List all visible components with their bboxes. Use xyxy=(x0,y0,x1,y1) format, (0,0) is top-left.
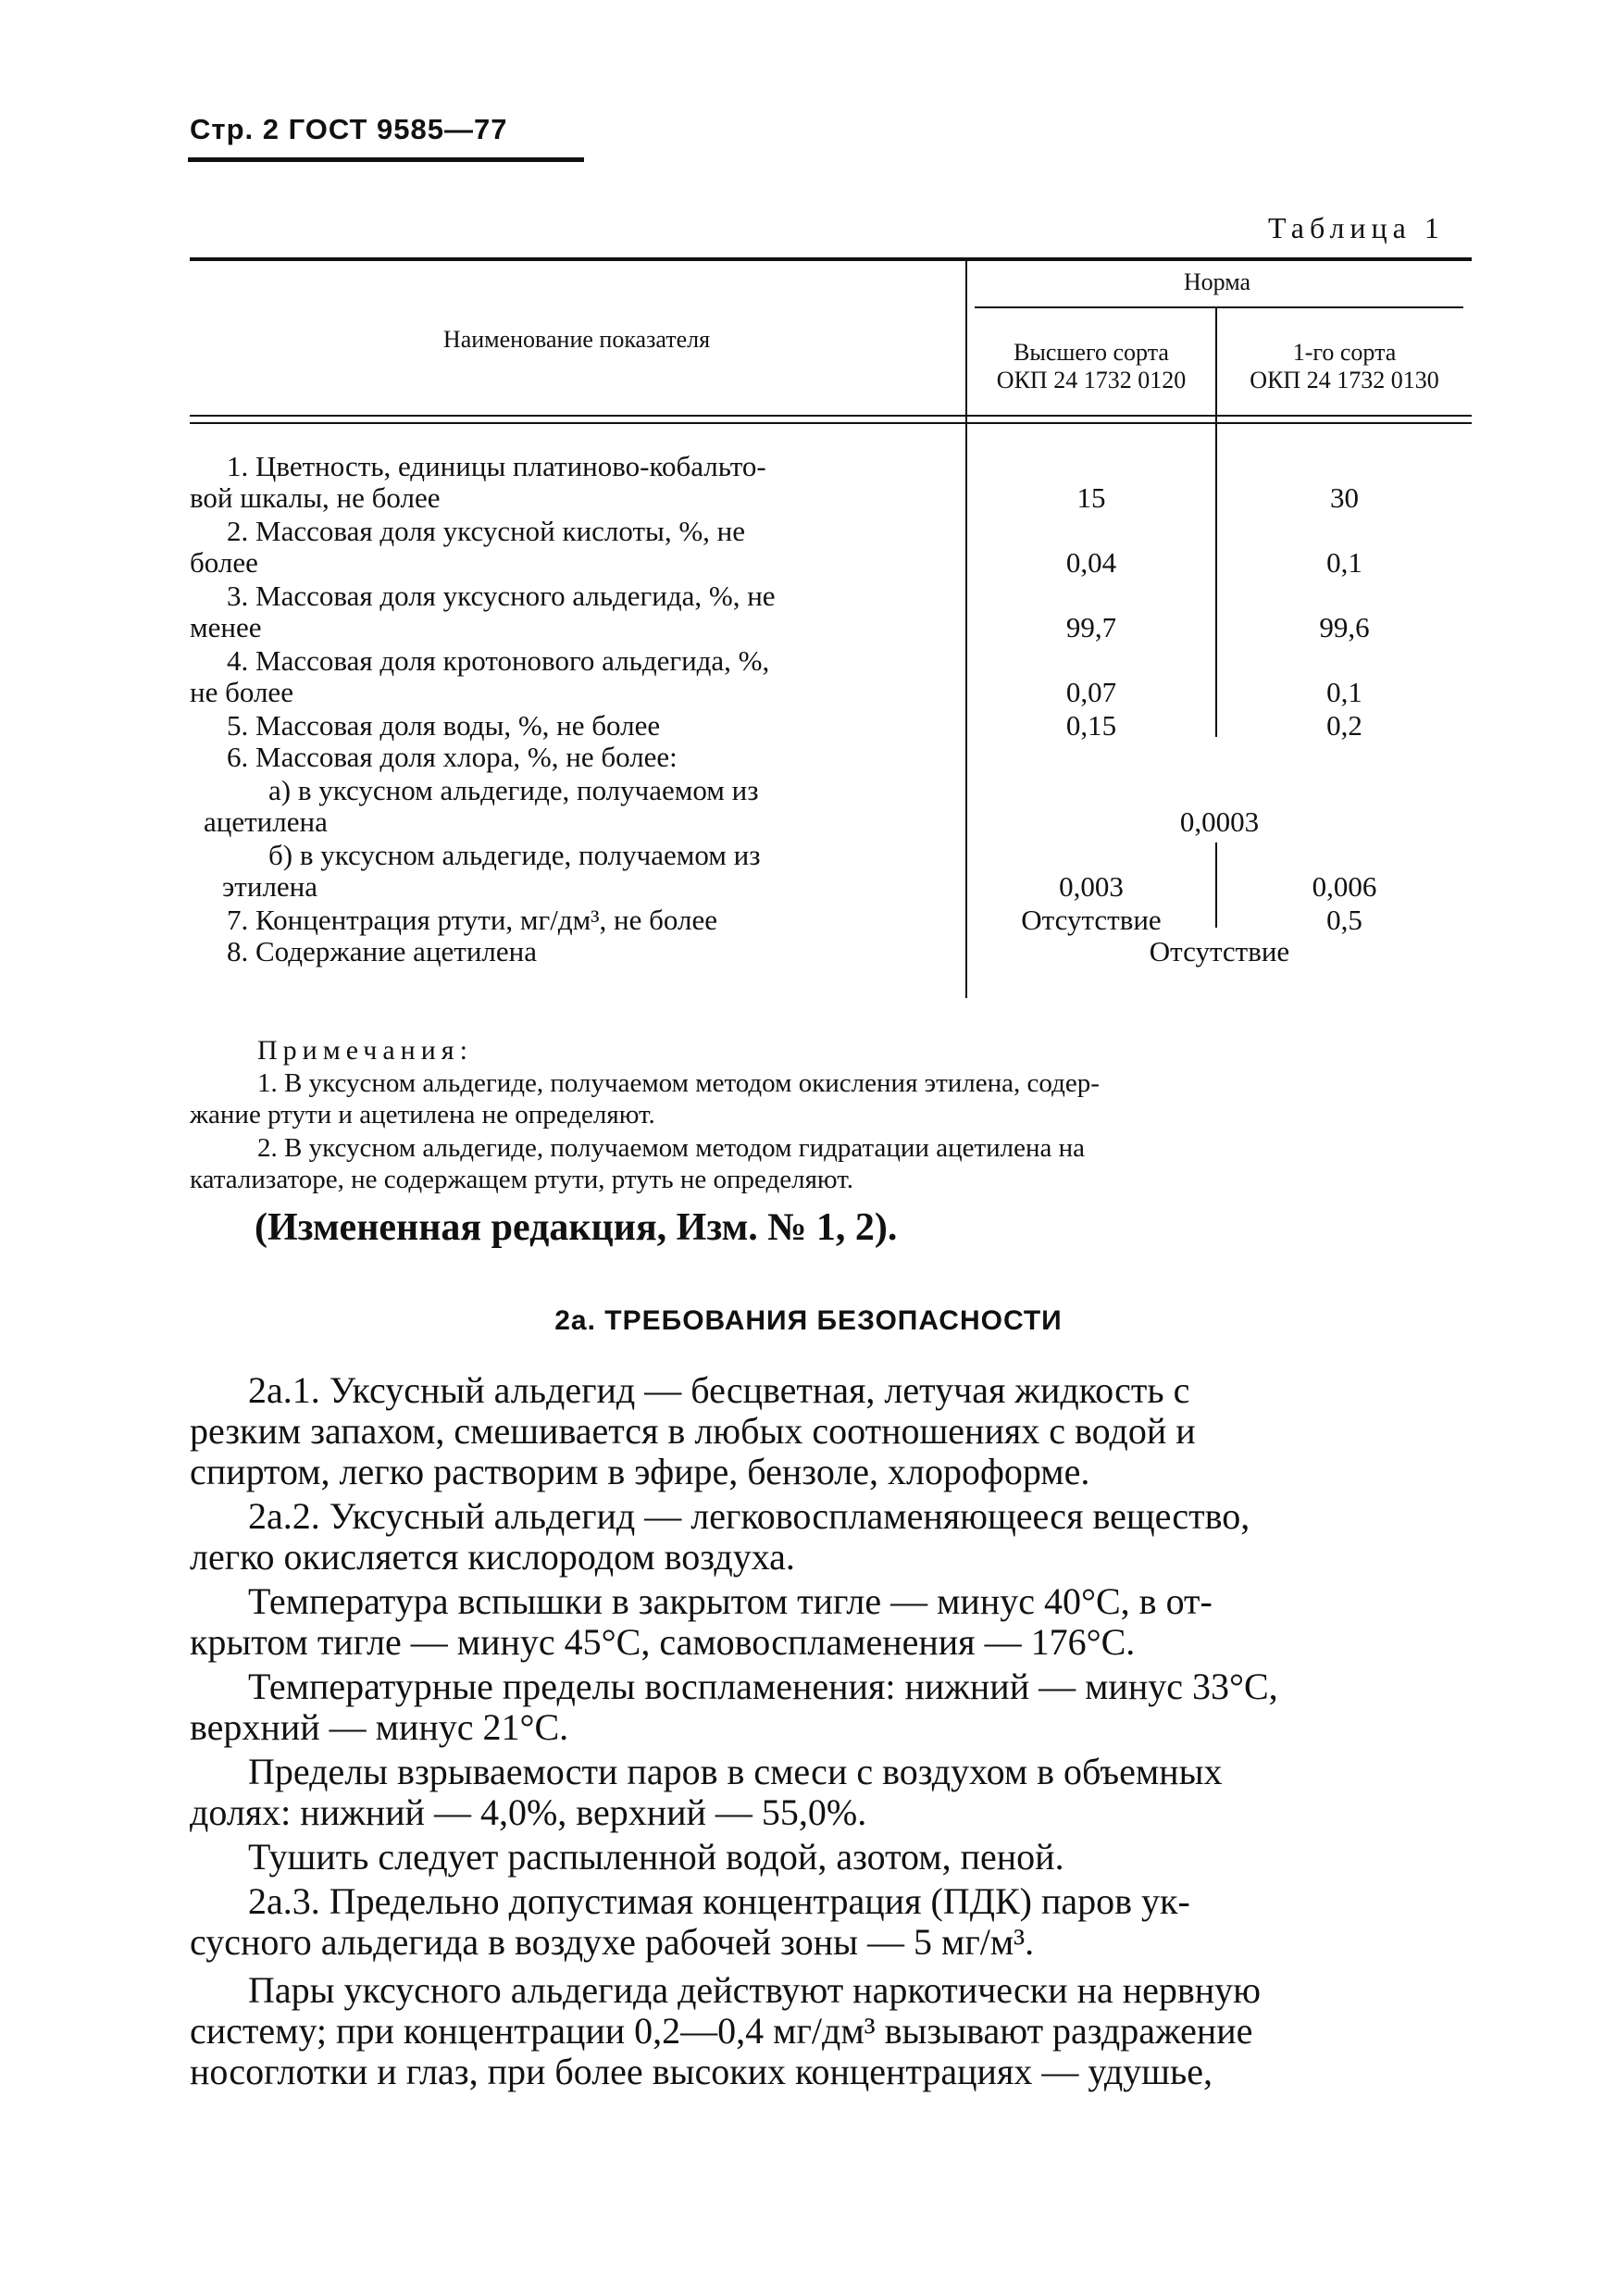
row-6b-line-1: б) в уксусном альдегиде, получаемом из xyxy=(268,839,761,871)
value-r8-combined: Отсутствие xyxy=(1149,935,1290,967)
value-r2-grade2: 0,1 xyxy=(1326,546,1362,579)
value-r4-grade2: 0,1 xyxy=(1326,676,1362,708)
row-4-line-2: не более xyxy=(190,676,293,708)
header-norm: Норма xyxy=(1183,268,1251,295)
value-r6b-grade2: 0,006 xyxy=(1312,870,1377,903)
note-2-line-2: катализаторе, не содержащем ртути, ртуть не определяют. xyxy=(190,1165,853,1194)
row-4-line-1: 4. Массовая доля кротонового альдегида, %, xyxy=(227,644,770,677)
header-grade-2 xyxy=(1217,339,1472,394)
value-r7-grade2: 0,5 xyxy=(1326,904,1362,936)
row-6a-line-2: ацетилена xyxy=(204,805,328,838)
header-grade-2-code: ОКП 24 1732 0130 xyxy=(1250,367,1439,393)
section-title: 2а. ТРЕБОВАНИЯ БЕЗОПАСНОСТИ xyxy=(554,1305,1063,1336)
value-r7-grade1: Отсутствие xyxy=(1021,904,1162,936)
header-grade-1-code: ОКП 24 1732 0120 xyxy=(996,367,1187,393)
value-r1-grade2: 30 xyxy=(1330,481,1359,514)
body-line-8: Температурные пределы воспламенения: нижний — минус 33°С, xyxy=(248,1666,1278,1707)
table-top-rule xyxy=(190,257,1472,261)
body-line-10: Пределы взрываемости паров в смеси с воздухом в объемных xyxy=(248,1751,1223,1792)
value-r6b-grade1: 0,003 xyxy=(1059,870,1124,903)
row-7: 7. Концентрация ртути, мг/дм³, не более xyxy=(227,904,717,936)
value-r3-grade2: 99,6 xyxy=(1319,611,1370,643)
row-1-line-1: 1. Цветность, единицы платиново-кобальто- xyxy=(227,450,766,482)
row-2-line-2: более xyxy=(190,546,258,579)
value-r3-grade1: 99,7 xyxy=(1065,611,1117,643)
body-line-11: долях: нижний — 4,0%, верхний — 55,0%. xyxy=(190,1791,867,1833)
value-r6a-combined: 0,0003 xyxy=(1179,805,1260,838)
table-caption: Таблица 1 xyxy=(1268,211,1445,244)
table-header-rule xyxy=(190,415,1472,417)
row-6a-line-1: а) в уксусном альдегиде, получаемом из xyxy=(268,774,759,806)
notes-title: Примечания: xyxy=(257,1035,473,1066)
header-grade-1-name: Высшего сорта xyxy=(1014,339,1169,366)
value-r5-grade2: 0,2 xyxy=(1326,709,1362,742)
body-line-7: крытом тигле — минус 45°С, самовоспламенения — 176°С. xyxy=(190,1621,1136,1663)
body-line-15: Пары уксусного альдегида действуют наркотически на нервную xyxy=(248,1969,1262,2011)
body-line-4: 2а.2. Уксусный альдегид — легковоспламеняющееся вещество, xyxy=(248,1495,1250,1537)
body-line-14: сусного альдегида в воздухе рабочей зоны — 5 мг/м³. xyxy=(190,1921,1035,1963)
header-grade-2-name: 1-го сорта xyxy=(1292,339,1397,366)
table-header-rule-double xyxy=(190,422,1472,424)
body-line-13: 2а.3. Предельно допустимая концентрация (ПДК) паров ук- xyxy=(248,1880,1190,1922)
body-line-1: 2а.1. Уксусный альдегид — бесцветная, летучая жидкость с xyxy=(248,1369,1190,1411)
row-8: 8. Содержание ацетилена xyxy=(227,935,538,967)
page-header: Стр. 2 ГОСТ 9585—77 xyxy=(190,113,508,145)
body-line-6: Температура вспышки в закрытом тигле — минус 40°С, в от- xyxy=(248,1580,1213,1622)
row-2-line-1: 2. Массовая доля уксусной кислоты, %, не xyxy=(227,515,746,547)
row-6: 6. Массовая доля хлора, %, не более: xyxy=(227,741,678,773)
body-line-12: Тушить следует распыленной водой, азотом, пеной. xyxy=(248,1836,1064,1878)
body-line-3: спиртом, легко растворим в эфире, бензоле, хлороформе. xyxy=(190,1451,1090,1492)
value-r5-grade1: 0,15 xyxy=(1065,709,1117,742)
header-indicator: Наименование показателя xyxy=(442,326,711,353)
value-r2-grade1: 0,04 xyxy=(1065,546,1117,579)
body-line-16: систему; при концентрации 0,2—0,4 мг/дм³ вызывают раздражение xyxy=(190,2010,1253,2052)
note-1-line-1: 1. В уксусном альдегиде, получаемом методом окисления этилена, содер- xyxy=(257,1068,1100,1098)
body-line-5: легко окисляется кислородом воздуха. xyxy=(190,1536,795,1578)
header-rule xyxy=(188,157,584,162)
row-1-line-2: вой шкалы, не более xyxy=(190,481,441,514)
row-3-line-1: 3. Массовая доля уксусного альдегида, %, не xyxy=(227,580,776,612)
header-grade-1 xyxy=(967,339,1215,394)
value-r1-grade1: 15 xyxy=(1076,481,1106,514)
body-line-17: носоглотки и глаз, при более высоких концентрациях — удушье, xyxy=(190,2051,1213,2092)
norm-rule xyxy=(975,306,1463,308)
body-line-2: резким запахом, смешивается в любых соотношениях с водой и xyxy=(190,1410,1196,1452)
row-6b-line-2: этилена xyxy=(222,870,318,903)
note-1-line-2: жание ртути и ацетилена не определяют. xyxy=(190,1100,655,1129)
note-2-line-1: 2. В уксусном альдегиде, получаемом методом гидратации ацетилена на xyxy=(257,1133,1086,1163)
row-5: 5. Массовая доля воды, %, не более xyxy=(227,709,661,742)
row-3-line-2: менее xyxy=(190,611,262,643)
body-line-9: верхний — минус 21°С. xyxy=(190,1706,569,1748)
amendment-note: (Измененная редакция, Изм. № 1, 2). xyxy=(255,1206,898,1249)
value-r4-grade1: 0,07 xyxy=(1065,676,1117,708)
